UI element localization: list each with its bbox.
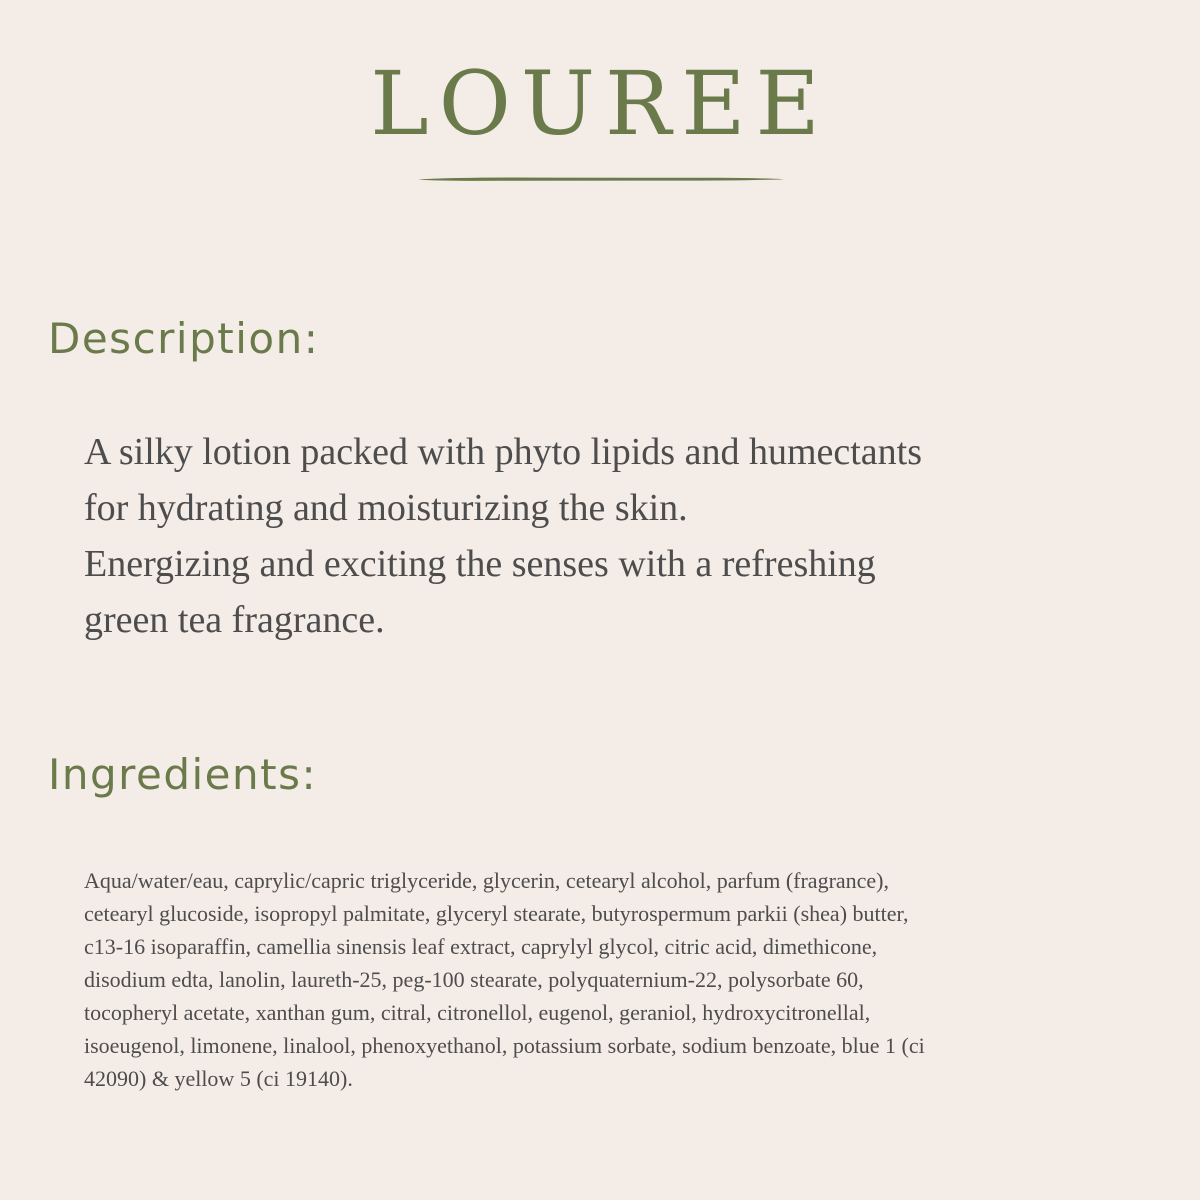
- description-text: [84, 424, 1144, 648]
- brand-logo: LOUREE: [370, 52, 830, 155]
- logo-underline: [418, 176, 784, 182]
- description-line: for hydrating and moisturizing the skin.: [84, 487, 688, 529]
- ingredients-line: isoeugenol, limonene, linalool, phenoxyethanol, potassium sorbate, sodium benzoate, blue 1 (ci: [84, 1033, 925, 1058]
- ingredients-heading: Ingredients:: [48, 750, 318, 799]
- description-heading: Description:: [48, 314, 320, 363]
- ingredients-line: c13-16 isoparaffin, camellia sinensis leaf extract, caprylyl glycol, citric acid, dimethicone,: [84, 934, 878, 959]
- ingredients-line: disodium edta, lanolin, laureth-25, peg-100 stearate, polyquaternium-22, polysorbate 60,: [84, 967, 864, 992]
- description-line: Energizing and exciting the senses with a refreshing: [84, 543, 876, 585]
- ingredients-line: 42090) & yellow 5 (ci 19140).: [84, 1066, 353, 1091]
- ingredients-line: Aqua/water/eau, caprylic/capric triglyceride, glycerin, cetearyl alcohol, parfum (fragrance),: [84, 868, 890, 893]
- ingredients-line: cetearyl glucoside, isopropyl palmitate, glyceryl stearate, butyrospermum parkii (shea) butter,: [84, 901, 909, 926]
- description-line: A silky lotion packed with phyto lipids and humectants: [84, 431, 923, 473]
- ingredients-text: [84, 864, 1084, 1095]
- ingredients-line: tocopheryl acetate, xanthan gum, citral, citronellol, eugenol, geraniol, hydroxycitronellal,: [84, 1000, 871, 1025]
- description-line: green tea fragrance.: [84, 599, 385, 641]
